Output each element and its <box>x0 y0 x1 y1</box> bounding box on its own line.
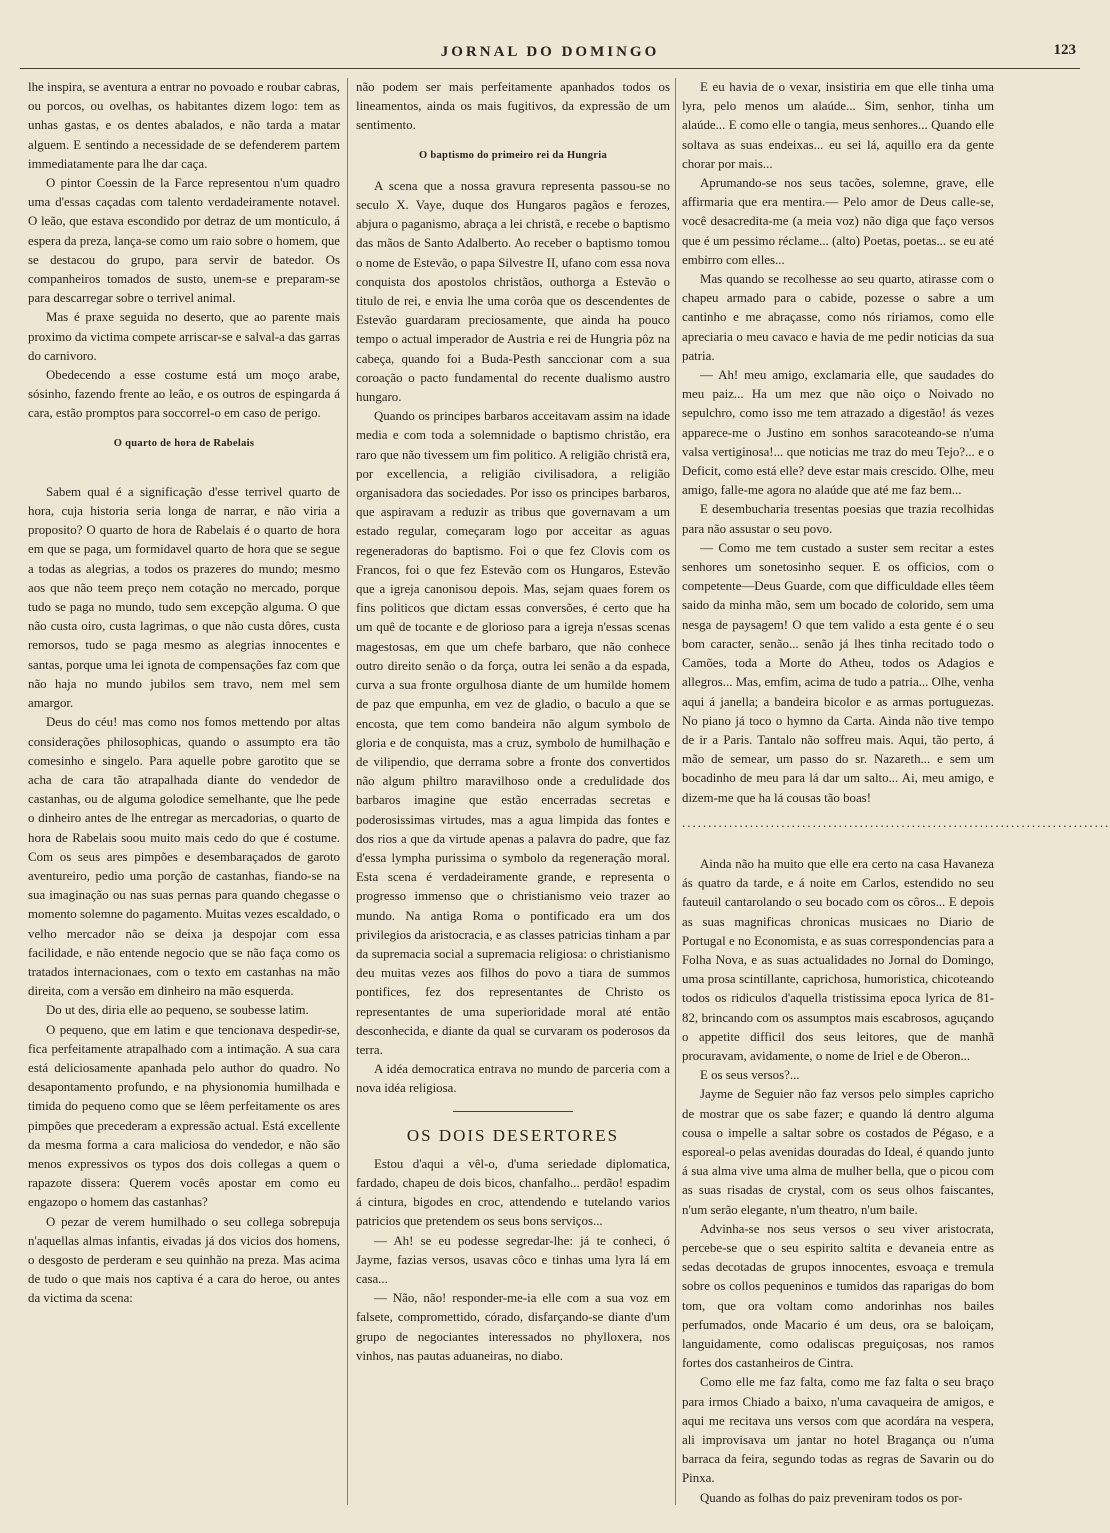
paragraph: A scena que a nossa gravura representa passou-se no seculo X. Vaye, duque dos Hungaros pagãos e ferozes, abjura o paganismo, abraça a lei christã, e recebe o baptismo das mãos de Santo Adalberto. Ao receber o baptismo tomou o nome de Estevão, o papa Silvestre II, ufano com essa nova conquista dos apostolos christãos, outhorga a Estevão o titulo de rei, e envia lhe uma corôa que os descendentes de Estevão guardaram preciosamente, que ainda ha pouco tempo o actual imperador de Austria e rei de Hungria pôz na cabeça, quando foi a Buda-Pesth sanccionar com a sua coroação o pacto fundamental do recente dualismo austro hungaro. <box>356 178 670 405</box>
section-heading: O baptismo do primeiro rei da Hungria <box>418 149 608 161</box>
paragraph: E desembucharia tresentas poesias que trazia recolhidas para não assustar o seu povo. <box>682 502 994 536</box>
paragraph: A idéa democratica entrava no mundo de parceria com a nova idéa religiosa. <box>356 1062 670 1096</box>
column-divider <box>675 78 676 1505</box>
paragraph: — Não, não! responder-me-ia elle com a sua voz em falsete, compromettido, córado, disfarçando-se diante d'um grupo de negociantes interessados no phylloxera, nos vinhos, nas pautas aduaneiras, no diabo. <box>356 1291 670 1363</box>
paragraph: Quando os principes barbaros acceitavam assim na idade media e com toda a solemnidade o baptismo christão, era raro que não tivessem um fim politico. A religião christã era, por excellencia, a religião civilisadora, a religião organisadora das sociedades. Por isso os principes barbaros, que aspiravam a reduzir as tribus que governavam a um estado regular, começaram logo por acceitar as aguas regeneradoras do baptismo. Foi o que fez Clovis com os Francos, foi o que fez Estevão com os Hungaros, Estevão que a igreja canonisou depois. Mas, sejam quaes forem os fins politicos que dictam essas conversões, é certo que ha um quê de tocante e de glorioso para a igreja n'essas scenas magestosas, em que um chefe barbaro, que não conhece outro direito senão o da força, outra lei senão a da espada, curva a sua fronte orgulhosa diante de um humilde homem de paz que empunha, em vez de gladio, o baculo a que se encosta, que tem como bandeira não algum symbolo de gloria e de conquista, mas a cruz, symbolo de humilhação e de vilipendio, que derrama sobre a fronte dos convertidos não algum philtro maravilhoso onde a credulidade dos barbaros imagine que estão encerradas secretas e poderosissimas virtudes, mas a agua limpida das fontes e dos rios a que da virtude apenas a palavra do padre, que faz d'essa lympha purissima o symbolo da regeneração moral. Esta scena é verdadeiramente grande, e representa o progresso immenso que o christianismo veio trazer ao mundo. Na antiga Roma o pontificado era um dos privilegios da aristocracia, e as classes patricias tinham a par da supremacia social a supremacia religiosa: o christianismo deu muitas vezes aos filhos do povo a tiara de summos pontifices, fez dos representantes de Christo os representantes de uma superioridade moral até então desconhecida, e diante da qual se curvaram os poderosos da terra. <box>356 409 670 1057</box>
masthead <box>20 42 1080 69</box>
dotted-separator: .................................................................................. <box>682 815 1110 830</box>
page-number: 123 <box>1053 42 1076 58</box>
paragraph: Sabem qual é a significação d'esse terrivel quarto de hora, cuja historia seria longa de narrar, e não viria a proposito? O quarto de hora de Rabelais é o quarto de hora em que se paga, um formidavel quarto de hora que se segue a todas as alegrias, a todos os prazeres do mundo; mesmo aos que não teem preço nem cotação no mercado, porque tudo se paga no mundo, tudo sem excepção alguma. O que não custa oiro, custa lagrimas, o que não custa dôres, custa remorsos, tudo se paga mesmo as alegrias innocentes e santas, porque uma lei ignota de compensações faz com que não haja no mundo jubilos sem travo, nem mel sem amargor. <box>28 484 340 711</box>
paragraph: Como elle me faz falta, como me faz falta o seu braço para irmos Chiado a baixo, n'uma cavaqueira de amigos, e aqui me recitava uns versos com que acordára na vespera, ali improvisava um jantar no hotel Bragança ou n'uma barraca da feira, segundo todas as regras de Savarin ou do Pinxa. <box>682 1375 994 1486</box>
paragraph: E eu havia de o vexar, insistiria em que elle tinha uma lyra, pelo menos um alaúde... Sim, senhor, tinha um alaúde... E como elle o tangia, meus senhores... Quando elle soltava as suas endeixas... eu sei lá, aquillo era da gente chorar por mais... <box>682 80 994 171</box>
paragraph: O pezar de verem humilhado o seu collega sobrepuja n'aquellas almas infantis, eivadas já dos vicios dos homens, o desgosto de perderam e seu quinhão na preza. Mas acima de tudo o que mais nos captiva é a cara do heroe, ou antes da victima da scena: <box>28 1214 340 1306</box>
paragraph: — Ah! meu amigo, exclamaria elle, que saudades do meu paiz... Ha um mez que não oiço o Noivado no sepulchro, como isso me tem atrazado a digestão! ás vezes apparece-me o Justino em sonhos saracoteando-se n'uma valsa vertiginosa!... que noticias me traz do meu Tejo?... e o Deficit, como está elle? deve estar mais crescido. Olhe, meu amigo, falle-me agora no alaúde que até me faz bem... <box>682 368 994 498</box>
section-heading: O quarto de hora de Rabelais <box>113 437 255 449</box>
article-title: OS DOIS DESERTORES <box>406 1125 620 1145</box>
paragraph: Jayme de Seguier não faz versos pelo simples capricho de mostrar que os sabe fazer; e quando lá dentro alguma cousa o impelle a saltar sobre os costados de Pégaso, e a esporeal-o pelas avenidas douradas do Ideal, é quando junto á sua alma vive uma alma de mulher bella, que o picou com as suas risadas de crystal, com os seus olhos faiscantes, n'um serão elegante, n'um theatro, n'um baile. <box>682 1087 994 1217</box>
paragraph: O pintor Coessin de la Farce representou n'um quadro uma d'essas caçadas com talento verdadeiramente notavel. O leão, que estava escondido por detraz de um monticulo, á espera da preza, lança-se como um raio sobre o homem, que se destacou do grupo, para servir de batedor. Os companheiros tomados de susto, unem-se e preparam-se para descarregar sobre o terrivel animal. <box>28 176 340 306</box>
paragraph: Estou d'aqui a vêl-o, d'uma seriedade diplomatica, fardado, chapeu de dois bicos, chanfalho... perdão! espadim á cintura, bigodes en croc, attendendo e tutelando varios patricios que pretendem os seus bons serviços... <box>356 1156 670 1229</box>
paragraph: Mas é praxe seguida no deserto, que ao parente mais proximo da victima compete arriscar-se e salval-a das garras do carnivoro. <box>28 310 340 363</box>
paragraph: O pequeno, que em latim e que tencionava despedir-se, fica perfeitamente atrapalhado com a intimação. A sua cara está deliciosamente apanhada pelo author do quadro. No desapontamento profundo, e na physionomia humilhada e timida do pequeno como que se lêem perfeitamente os ares pimpões que precederam a expressão actual. Está excellente da mesma forma a cara maliciosa do vendedor, e não são menos expressivos os typos dos dois collegas a quem o rapazote dissera: Querem vocês apostar em como eu engazopo o homem das castanhas? <box>28 1022 340 1210</box>
paragraph: Quando as folhas do paiz preveniram todos os por- <box>700 1490 963 1505</box>
paragraph: Obedecendo a esse costume está um moço arabe, sósinho, fazendo frente ao leão, e os outros de espingarda á cara, estão promptos para soccorrel-o em caso de perigo. <box>28 368 340 421</box>
paragraph: E os seus versos?... <box>700 1068 800 1083</box>
paragraph: Deus do céu! mas como nos fomos mettendo por altas considerações philosophicas, quando o assumpto era tão comesinho e singelo. Para aquelle pobre garotito que se acha de cara tão atrapalhada diante do vendedor de castanhas, ou de alguma golodice semelhante, que lhe pede o dinheiro antes de lhe entregar as mercadorias, o quarto de hora de Rabelais soou muito mais cedo do que é costume. Com os seus ares pimpões e desembaraçados de garoto aventureiro, pedio uma porção de castanhas, fiando-se na sua imaginação ou nas suas pernas para quando chegasse o momento solemne do pagamento. Muitas vezes escaldado, o velho mercador não se deixa ja despojar com essa facilidade, e não entende negocio que se não faça como os tratados internacionaes, com o texto em castanhas na mão direita, com a versão em dinheiro na mão esquerda. <box>28 715 340 999</box>
column-2 <box>356 78 670 1505</box>
paragraph: — Ah! se eu podesse segredar-lhe: já te conheci, ó Jayme, fazias versos, usavas côco e tinhas uma lyra lá em casa... <box>356 1233 670 1286</box>
paragraph: Do ut des, diria elle ao pequeno, se soubesse latim. <box>46 1003 309 1018</box>
paragraph: Advinha-se nos seus versos o seu viver aristocrata, percebe-se que o seu espirito saltita e devaneia entre as sedas decotadas de grupos innocentes, esvoaça e tremula sobre os collos pequeninos e tumidos das raparigas do bom tom, que ora voltam como andorinhas nos bailes perfumados, onde Macario é um deus, ora se baloiçam, languidamente, como odaliscas preguiçosas, nos ramos fortes dos castanheiros de Cintra. <box>682 1221 994 1371</box>
paragraph: Ainda não ha muito que elle era certo na casa Havaneza ás quatro da tarde, e á noite em Carlos, estendido no seu fauteuil cantarolando o seu bocado com os côros... E depois as suas magnificas chronicas musicaes no Diario de Portugal e no Economista, e as suas correspondencias para a Folha Nova, e as suas actualidades no Jornal do Domingo, uma prosa scintillante, caprichosa, humoristica, chicoteando todos os ridiculos d'aquella tristissima epoca lyrica de 81-82, brincando com os assumptos mais escabrosos, aguçando o appetite difficil dos seus leitores, que de manhã procuravam, avidamente, o nome de Iriel e de Oberon... <box>682 856 994 1063</box>
paragraph: — Como me tem custado a suster sem recitar a estes senhores um sonetosinho sequer. E os officios, com o competente—Deus Guarde, com que difficuldade elles têem saido da minha mão, sem um bocado de colorido, sem uma nesga de paysagem! O que tem valido a esta gente é o seu bom caracter, senão... senão já lhes tinha recitado todo o Camões, toda a Morte do Atheu, todos os Adagios e allegros... Mas, emfim, acima de tudo a patria... Olhe, venha aqui á janella; a bandeira bicolor e as armas portuguezas. No piano já toco o hymno da Carta. Ainda não tive tempo de ir a Paris. Tantalo não soffreu mais. Aqui, tão perto, á mão de semear, um passo do sr. Nazareth... e sem um bocadinho de meu para lá dar um salto... Ai, meu amigo, e dizem-me que ha lá cousas tão boas! <box>682 540 994 805</box>
column-1 <box>28 78 340 1505</box>
column-3 <box>682 78 1110 1505</box>
section-separator <box>453 1111 573 1112</box>
paragraph: não podem ser mais perfeitamente apanhados todos os lineamentos, ainda os mais fugitivos, da expressão de um sentimento. <box>356 80 670 133</box>
paragraph: Mas quando se recolhesse ao seu quarto, atirasse com o chapeu armado para o cabide, pozesse o sabre a um cantinho e me abraçasse, como nós ririamos, como elle apreciaria o meu cavaco e havia de me pedir noticias da sua patria. <box>682 272 994 363</box>
column-divider <box>347 78 348 1505</box>
journal-title: JORNAL DO DOMINGO <box>440 44 660 60</box>
paragraph: Aprumando-se nos seus tacões, solemne, grave, elle affirmaria que era mentira.— Pelo amor de Deus calle-se, você desacredita-me (a meia voz) não diga que faço versos que é um pessimo réclame... (alto) Poetas, poetas... se eu até embirro com elles... <box>682 176 994 267</box>
paragraph: lhe inspira, se aventura a entrar no povoado e roubar cabras, ou porcos, ou ovelhas, os habitantes dizem logo: tem as unhas gastas, e os dentes abalados, e não tarda a matar alguem. E sentindo a necessidade de se defenderem partem immediatamente para lhe dar caça. <box>28 80 340 171</box>
